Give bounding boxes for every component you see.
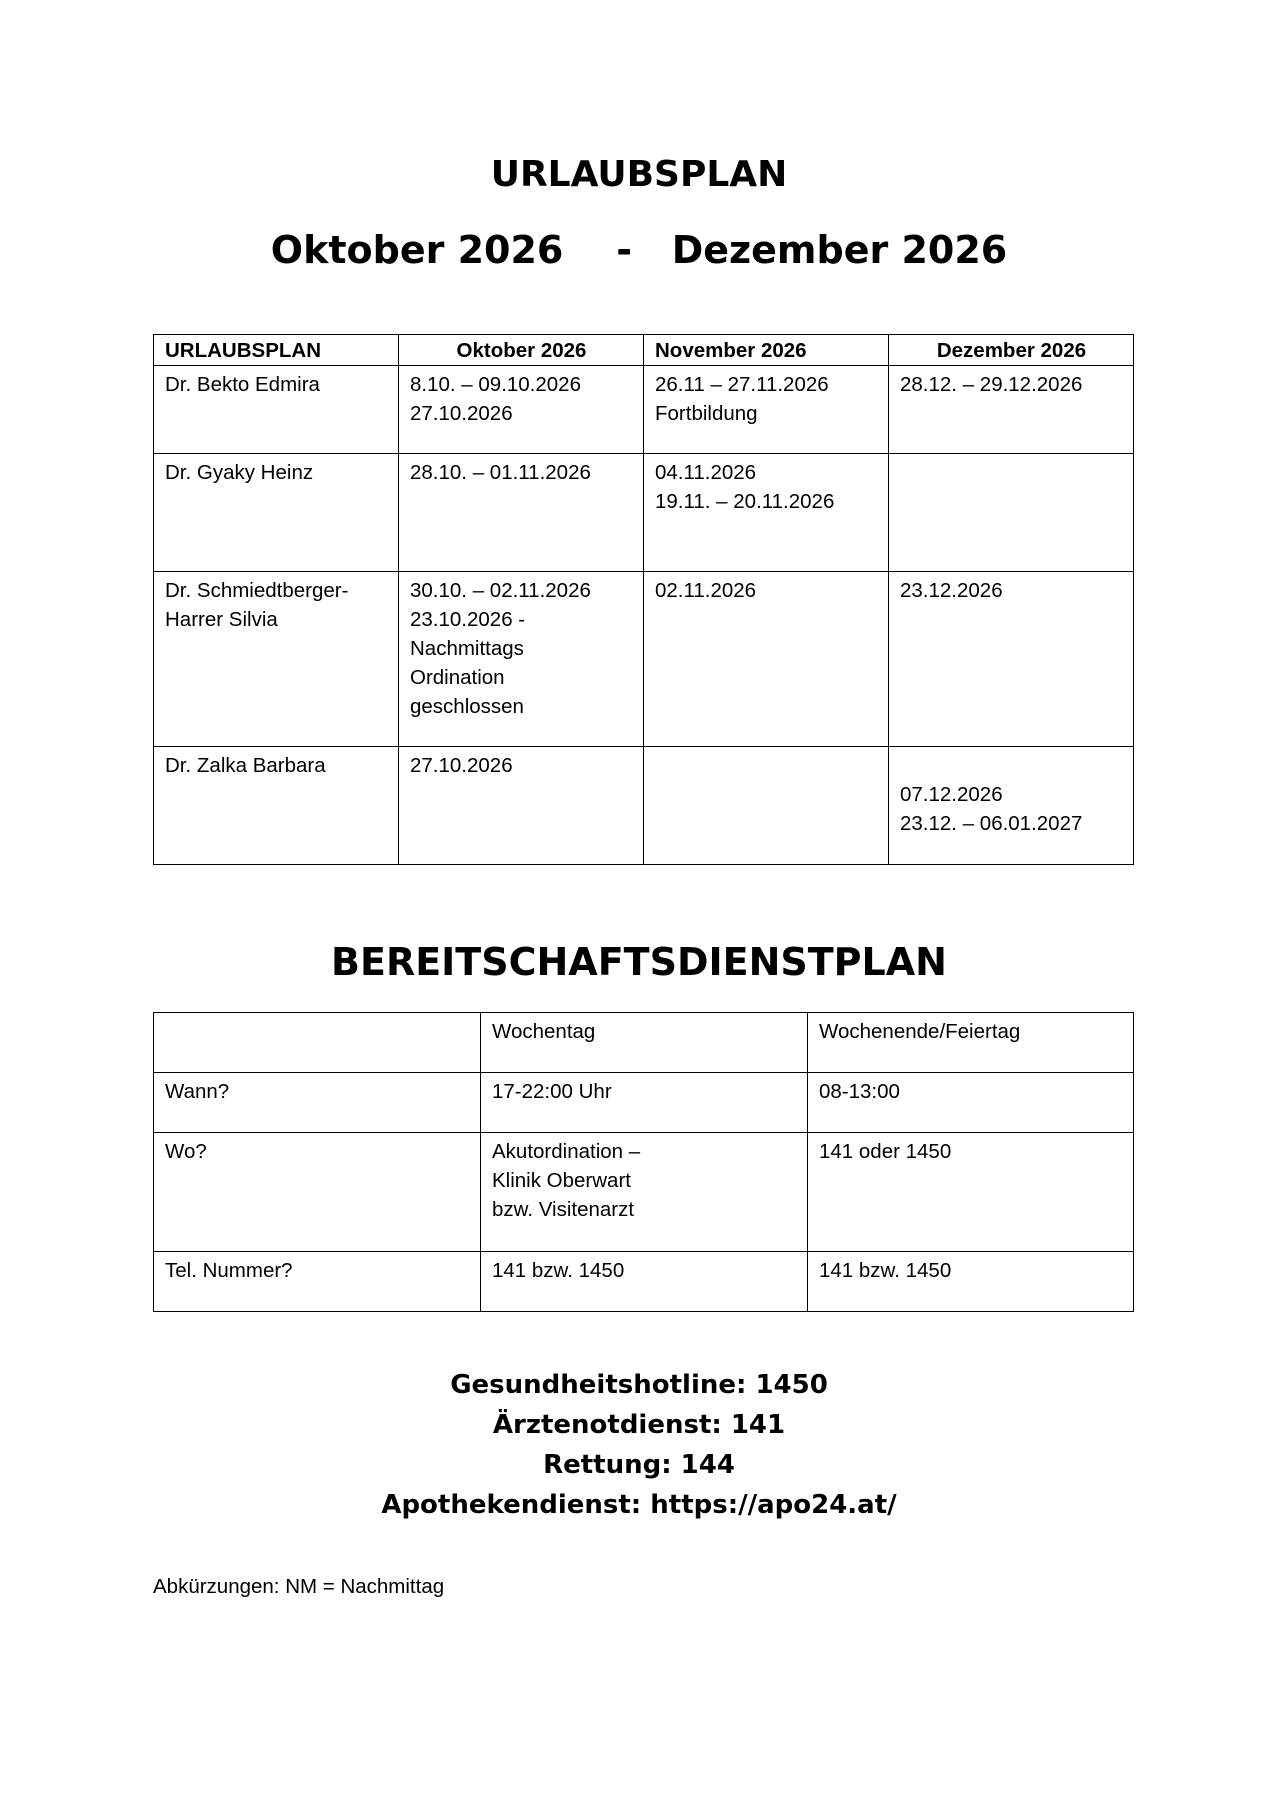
hotline-emergency-doctor: Ärztenotdienst: 141 <box>492 1410 786 1440</box>
table-row <box>154 454 1134 572</box>
header-cell: Oktober 2026 <box>399 335 644 366</box>
table-cell: 8.10. – 09.10.2026 27.10.2026 <box>399 366 644 454</box>
duty-plan-title: BEREITSCHAFTSDIENSTPLAN <box>331 940 947 984</box>
table-cell: 23.12.2026 <box>889 572 1134 747</box>
table-cell <box>889 454 1134 572</box>
vacation-table <box>153 334 1134 865</box>
doctor-name-cell: Dr. Bekto Edmira <box>154 366 399 454</box>
header-cell <box>154 1013 481 1073</box>
table-cell <box>644 747 889 865</box>
table-cell: 141 bzw. 1450 <box>481 1252 808 1312</box>
table-cell: 27.10.2026 <box>399 747 644 865</box>
hotline-rescue: Rettung: 144 <box>543 1450 735 1480</box>
table-cell: Akutordination – Klinik Oberwart bzw. Visitenarzt <box>481 1133 808 1252</box>
table-row <box>154 1252 1134 1312</box>
table-cell: 28.12. – 29.12.2026 <box>889 366 1134 454</box>
table-cell: 08-13:00 <box>808 1073 1134 1133</box>
table-row <box>154 747 1134 865</box>
header-cell: URLAUBSPLAN <box>154 335 399 366</box>
table-cell: 26.11 – 27.11.2026 Fortbildung <box>644 366 889 454</box>
page-title: URLAUBSPLAN <box>490 154 788 195</box>
row-label-cell: Tel. Nummer? <box>154 1252 481 1312</box>
row-label-cell: Wann? <box>154 1073 481 1133</box>
table-cell: 30.10. – 02.11.2026 23.10.2026 - Nachmittags Ordination geschlossen <box>399 572 644 747</box>
table-cell: 17-22:00 Uhr <box>481 1073 808 1133</box>
table-cell: 28.10. – 01.11.2026 <box>399 454 644 572</box>
header-cell: November 2026 <box>644 335 889 366</box>
table-row <box>154 1133 1134 1252</box>
header-cell: Wochenende/Feiertag <box>808 1013 1134 1073</box>
doctor-name-cell: Dr. Gyaky Heinz <box>154 454 399 572</box>
table-row <box>154 1073 1134 1133</box>
table-row <box>154 366 1134 454</box>
row-label-cell: Wo? <box>154 1133 481 1252</box>
table-cell: 141 oder 1450 <box>808 1133 1134 1252</box>
table-cell: 02.11.2026 <box>644 572 889 747</box>
header-cell: Wochentag <box>481 1013 808 1073</box>
header-cell: Dezember 2026 <box>889 335 1134 366</box>
hotline-health: Gesundheitshotline: 1450 <box>450 1370 828 1400</box>
doctor-name-cell: Dr. Schmiedtberger- Harrer Silvia <box>154 572 399 747</box>
table-header-row <box>154 335 1134 366</box>
doctor-name-cell: Dr. Zalka Barbara <box>154 747 399 865</box>
table-cell: 07.12.2026 23.12. – 06.01.2027 <box>889 747 1134 865</box>
table-row <box>154 572 1134 747</box>
abbreviations-note: Abkürzungen: NM = Nachmittag <box>153 1575 445 1598</box>
table-cell: 04.11.2026 19.11. – 20.11.2026 <box>644 454 889 572</box>
period-heading: Oktober 2026 - Dezember 2026 <box>270 228 1008 272</box>
table-header-row <box>154 1013 1134 1073</box>
duty-table <box>153 1012 1134 1312</box>
table-cell: 141 bzw. 1450 <box>808 1252 1134 1312</box>
hotline-pharmacy: Apothekendienst: https://apo24.at/ <box>381 1490 897 1520</box>
